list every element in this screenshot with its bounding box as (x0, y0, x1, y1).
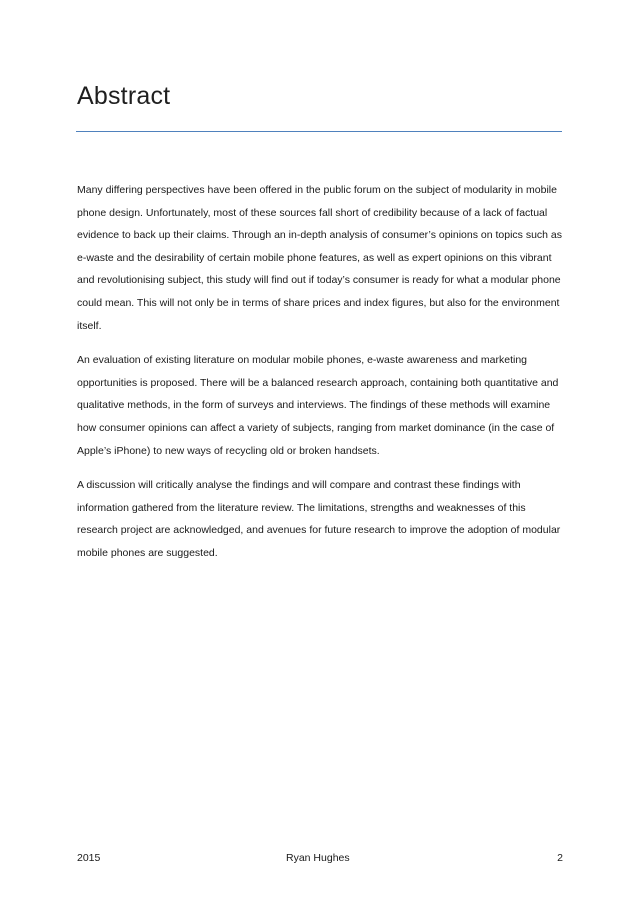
page-title: Abstract (77, 82, 171, 110)
page-footer (77, 852, 563, 868)
paragraph-1: Many differing perspectives have been offered in the public forum on the subject of modularity in mobile phone design. Unfortunately, most of these sources fall short of credibility because of a lack of factual evidence to back up their claims. Through an in-depth analysis of consumer’s opinions on topics such as e-waste and the desirability of certain mobile phone features, as well as expert opinions on this vibrant and revolutionising subject, this study will find out if today’s consumer is ready for what a modular phone could mean. This will not only be in terms of share prices and index figures, but also for the environment itself. (77, 184, 563, 332)
footer-page-number: 2 (557, 852, 563, 864)
paragraph-2: An evaluation of existing literature on modular mobile phones, e-waste awareness and marketing opportunities is proposed. There will be a balanced research approach, containing both quantitative and qualitative methods, in the form of surveys and interviews. The findings of these methods will examine how consumer opinions can affect a variety of subjects, ranging from market dominance (in the case of Apple’s iPhone) to new ways of recycling old or broken handsets. (77, 354, 559, 457)
paragraph-3: A discussion will critically analyse the findings and will compare and contrast these findings with information gathered from the literature review. The limitations, strengths and weaknesses of this research project are acknowledged, and avenues for future research to improve the adoption of modular mobile phones are suggested. (77, 479, 561, 559)
abstract-body (77, 179, 563, 577)
footer-author: Ryan Hughes (286, 852, 350, 864)
footer-year: 2015 (77, 852, 101, 864)
title-divider (76, 131, 562, 132)
